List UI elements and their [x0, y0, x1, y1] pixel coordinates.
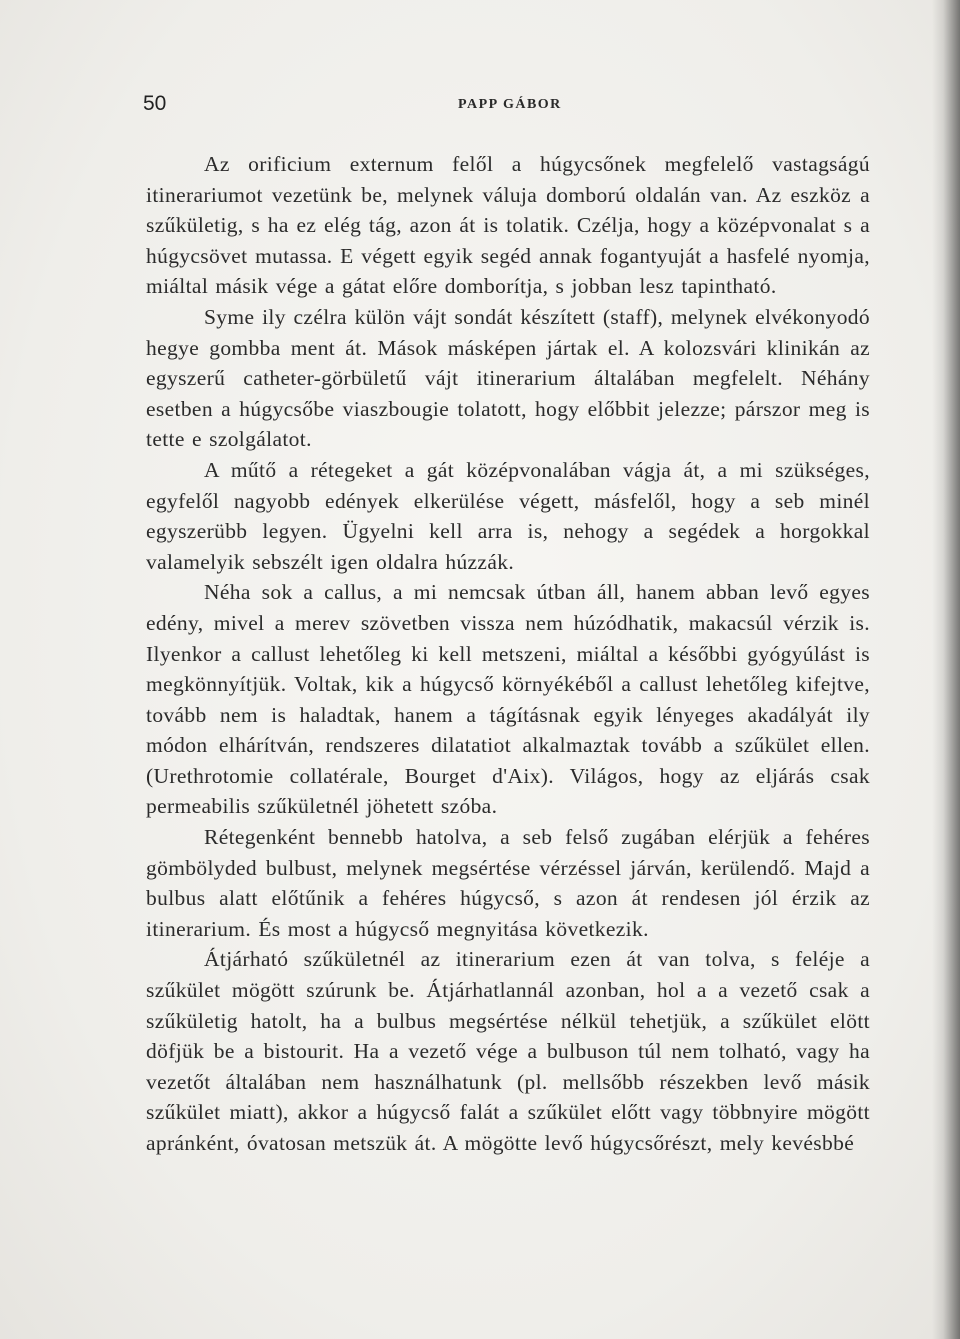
- page-number: 50: [143, 92, 167, 115]
- paragraph-callus: Néha sok a callus, a mi nemcsak útban áll, hanem abban levő egyes edény, mivel a merev szövetben vissza nem húzódhatik, makacsúl vérzik is. Ilyenkor a callust lehetőleg ki kell metszeni, miáltal a későbbi gyógyúlást is megkönnyítjük. Voltak, kik a húgycső környékéből a callust lehetőleg kifejtve, tovább nem is haladtak, hanem a tágításnak egyik lényeges akadályát ily módon elhárítván, rendszeres dilatatiot alkalmaztak tovább a szűkület ellen. (Urethrotomie collatérale, Bourget d'Aix). Világos, hogy az eljárás csak permeabilis szűkületnél jöhetett szóba.: [146, 580, 870, 819]
- paragraph-syme: Syme ily czélra külön vájt sondát készített (staff), melynek elvékonyodó hegye gombba ment át. Mások másképen jártak el. A kolozsvári klinikán az egyszerű catheter-görbületű vájt itinerarium általában megfelelt. Néhány esetben a húgycsőbe viaszbougie tolatott, hogy előbbit jelezze; párszor meg is tette e szolgálatot.: [146, 304, 870, 452]
- paragraph-retegek: A műtő a rétegeket a gát középvonalában vágja át, a mi szükséges, egyfelől nagyobb edények elkerülése végett, másfelől, hogy a seb minél egyszerübb legyen. Ügyelni kell arra is, nehogy a segédek a horgokkal valamelyik sebszélt igen oldalra húzzák.: [146, 457, 870, 574]
- paragraph-bulbus: Rétegenként bennebb hatolva, a seb felső zugában elérjük a fehéres gömbölyded bulbust, melynek megsértése vérzéssel járván, kerülendő. Majd a bulbus alatt előtűnik a fehéres húgycső, s azon át rendesen jól érzik az itinerarium. És most a húgycső megnyitása következik.: [146, 825, 870, 941]
- body-text: [146, 149, 870, 1159]
- page-header: [143, 92, 871, 122]
- running-head: PAPP GÁBOR: [458, 97, 562, 112]
- page-edge-shadow: [932, 0, 960, 1339]
- paragraph-orificium: Az orificium externum felől a húgycsőnek megfelelő vastagságú itinerariumot vezetünk be, melynek váluja domború oldalán van. Az eszköz a szűkületig, s ha ez elég tág, azon át is tolatik. Czélja, hogy a középvonalat s a húgycsövet mutassa. E végett egyik segéd annak fogantyuját a hasfelé nyomja, miáltal másik vége a gátat előre domborítja, s jobban lesz tapintható.: [146, 152, 870, 299]
- paragraph-atjarhato: Átjárható szűkületnél az itinerarium ezen át van tolva, s feléje a szűkület mögött szúrunk be. Átjárhatlannál azonban, hol a a vezető csak a szűkületig hatolt, ha a bulbus megsértése nélkül tehetjük, a szűkület elött döfjük be a bistourit. Ha a vezető vége a bulbuson túl nem tolható, vagy ha vezetőt általában nem használhatunk (pl. mellsőbb részekben levő másik szűkület miatt), akkor a húgycső falát a szűkület előtt vagy többnyire mögött apránként, óvatosan metszük át. A mögötte levő húgycsőrészt, mely kevésbbé: [146, 947, 870, 1155]
